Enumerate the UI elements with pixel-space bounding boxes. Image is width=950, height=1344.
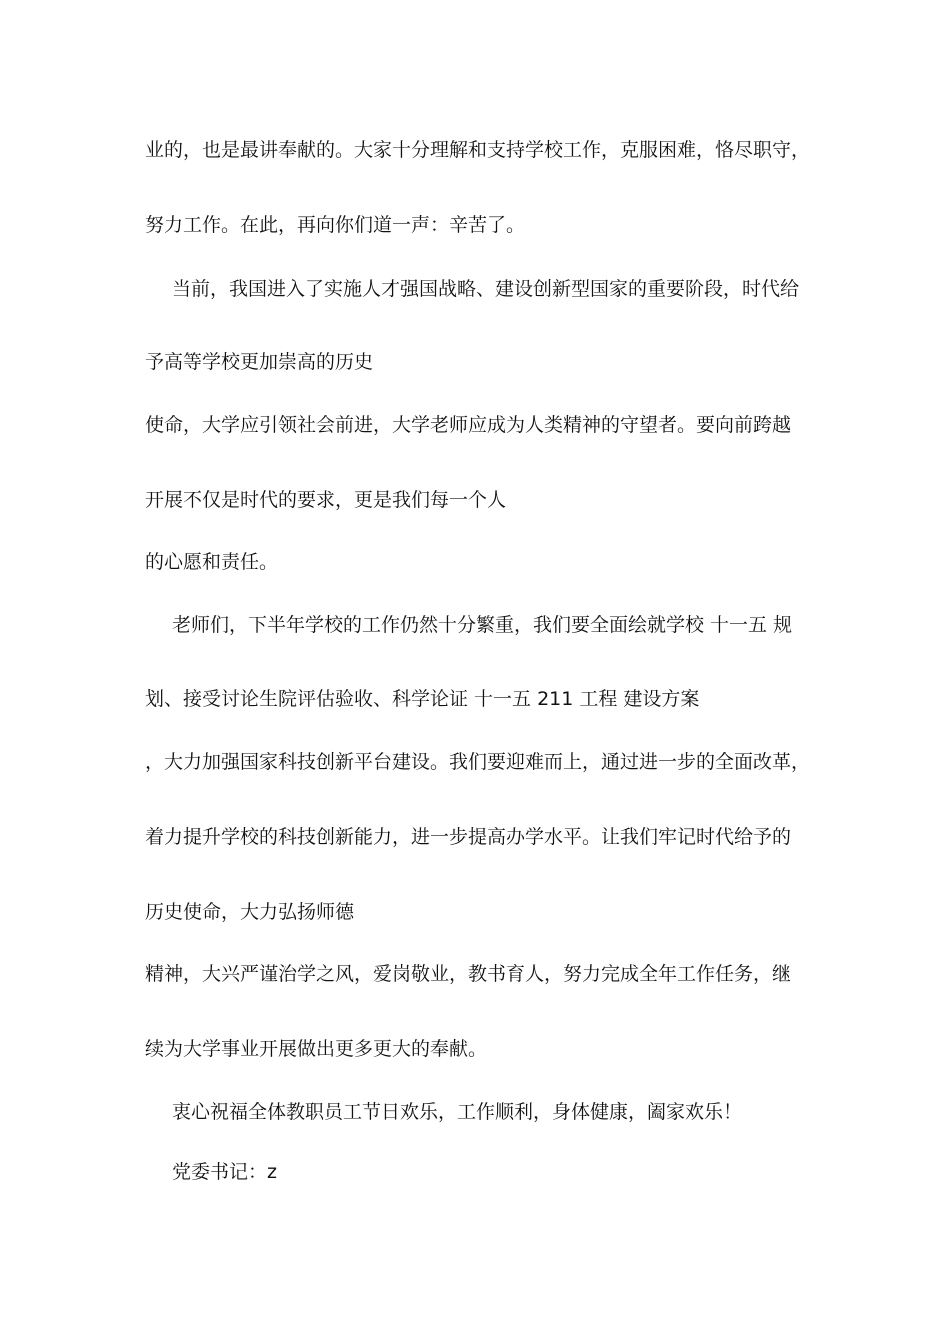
text-line: 业的，也是最讲奉献的。大家十分理解和支持学校工作，克服困难，恪尽职守， (145, 139, 811, 161)
text-line: 续为大学事业开展做出更多更大的奉献。 (145, 1038, 488, 1060)
text-line: 努力工作。在此，再向你们道一声：辛苦了。 (145, 214, 526, 236)
text-line: 予高等学校更加崇高的历史 (145, 351, 374, 373)
text-line: 划、接受讨论生院评估验收、科学论证 十一五 211 工程 建设方案 (145, 688, 700, 710)
text-line: 使命，大学应引领社会前进，大学老师应成为人类精神的守望者。要向前跨越 (145, 414, 792, 436)
signature-line: 党委书记：z (172, 1161, 277, 1183)
greeting-line: 衷心祝福全体教职员工节日欢乐，工作顺利，身体健康，阖家欢乐！ (172, 1101, 743, 1123)
text-line: 精神，大兴严谨治学之风，爱岗敬业，教书育人，努力完成全年工作任务，继 (145, 963, 792, 985)
paragraph-start-line: 当前，我国进入了实施人才强国战略、建设创新型国家的重要阶段，时代给 (172, 278, 800, 300)
text-line: 开展不仅是时代的要求，更是我们每一个人 (145, 489, 507, 511)
paragraph-start-line: 老师们，下半年学校的工作仍然十分繁重，我们要全面绘就学校 十一五 规 (172, 614, 793, 636)
text-line: 历史使命，大力弘扬师德 (145, 901, 355, 923)
text-line: 着力提升学校的科技创新能力，进一步提高办学水平。让我们牢记时代给予的 (145, 826, 792, 848)
text-line: 的心愿和责任。 (145, 551, 279, 573)
text-line: ，大力加强国家科技创新平台建设。我们要迎难而上，通过进一步的全面改革， (145, 751, 811, 773)
